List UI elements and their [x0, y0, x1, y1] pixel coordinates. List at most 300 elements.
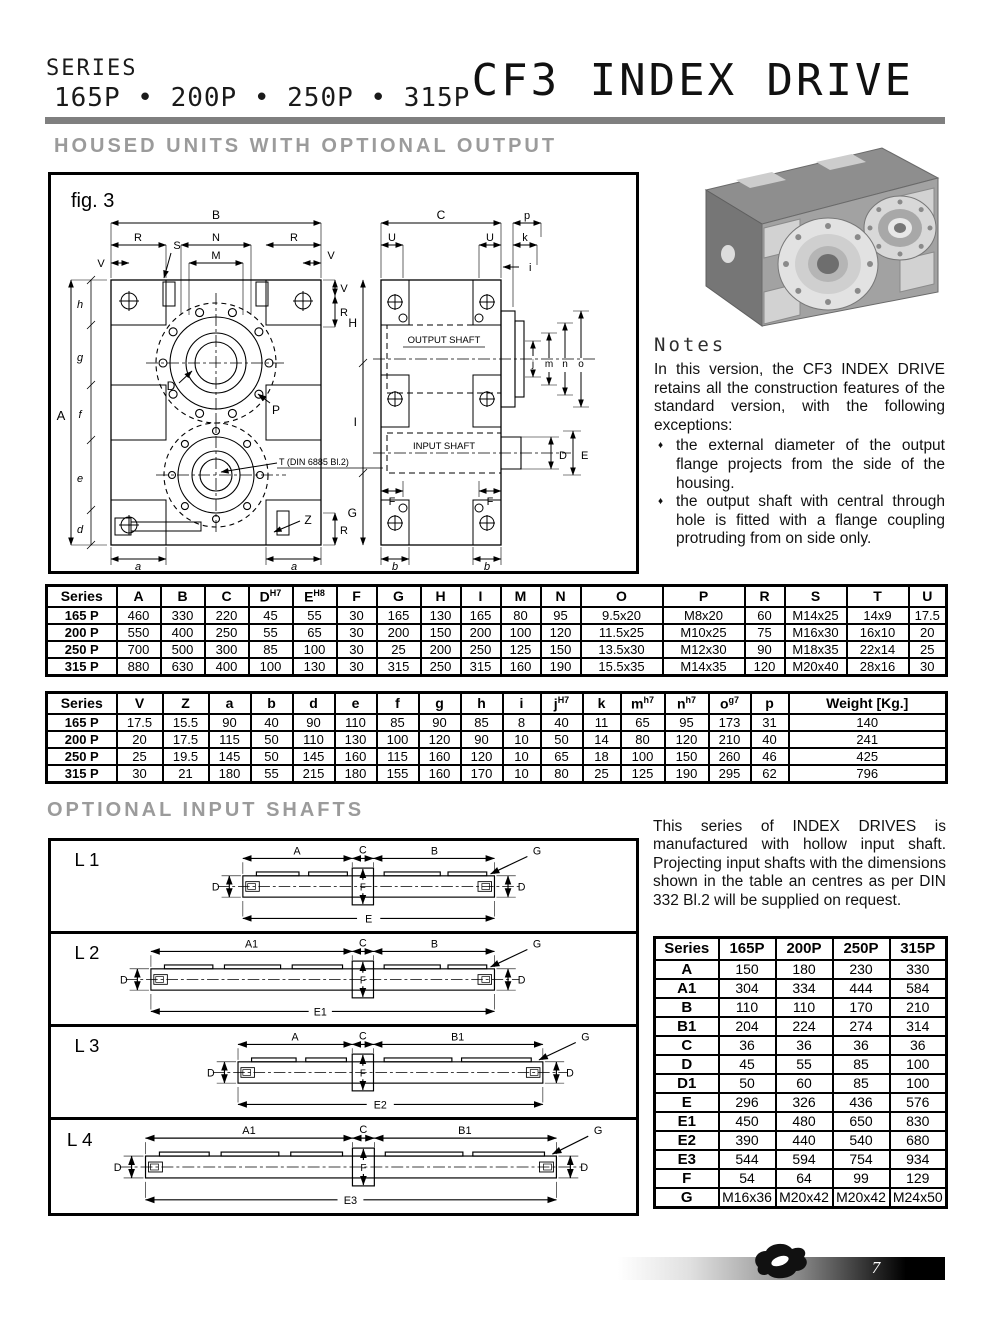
dim-label: H	[348, 316, 357, 330]
cell: 540	[833, 1131, 890, 1150]
cell: 64	[776, 1169, 833, 1188]
cell: 210	[890, 998, 947, 1017]
cell: 160	[419, 748, 461, 765]
dim-label: F	[360, 1162, 367, 1174]
cell: 80	[541, 765, 583, 783]
cell: M20x40	[785, 658, 847, 676]
row-header: A1	[655, 979, 719, 998]
cell: 145	[209, 748, 251, 765]
column-header: $E^{H8}$	[293, 586, 337, 607]
cell: 204	[719, 1017, 776, 1036]
column-header: Series	[47, 693, 117, 714]
dim-label: R	[290, 232, 298, 244]
dim-label: e	[76, 473, 84, 485]
cell: 85	[833, 1074, 890, 1093]
column-header: e	[335, 693, 377, 714]
cell: 330	[161, 607, 205, 624]
cell: 200	[461, 624, 501, 641]
cell: 36	[776, 1036, 833, 1055]
dim-label: T (DIN 6885 Bl.2)	[279, 457, 349, 467]
dim-label: A	[56, 408, 66, 423]
cell: 90	[461, 731, 503, 748]
dim-label: i	[529, 262, 532, 274]
cell: 120	[541, 624, 581, 641]
table-row	[655, 1093, 947, 1112]
cell: 17.5	[163, 731, 209, 748]
dim-label: o	[578, 359, 584, 370]
side-labels	[348, 208, 589, 571]
cell: 165	[461, 607, 501, 624]
dim-label: E	[581, 450, 589, 462]
cell: 11	[583, 714, 621, 731]
cell: 25	[583, 765, 621, 783]
cell: 436	[833, 1093, 890, 1112]
cell: 330	[890, 960, 947, 979]
dim-label: b	[391, 561, 399, 571]
cell: 95	[665, 714, 709, 731]
dim-label: S	[173, 240, 181, 252]
cell: M20x42	[833, 1188, 890, 1208]
dim-label: f	[78, 409, 82, 421]
cell: 115	[209, 731, 251, 748]
cell: 75	[745, 624, 785, 641]
cell: 650	[833, 1112, 890, 1131]
row-header: 315 P	[47, 765, 117, 783]
dim-label: C	[359, 1030, 367, 1043]
cell: 90	[745, 641, 785, 658]
cell: 100	[249, 658, 293, 676]
cell: 85	[249, 641, 293, 658]
cell: 8	[503, 714, 541, 731]
cell: 65	[293, 624, 337, 641]
row-header: E3	[655, 1150, 719, 1169]
cell: 754	[833, 1150, 890, 1169]
cell: 145	[293, 748, 335, 765]
cell: 140	[789, 714, 947, 731]
cell: 90	[209, 714, 251, 731]
cell: 9.5x20	[581, 607, 663, 624]
cell: 200	[377, 624, 421, 641]
table-row	[655, 979, 947, 998]
table-row	[655, 1169, 947, 1188]
output-shaft-label: OUTPUT SHAFT	[407, 335, 481, 346]
cell: 55	[776, 1055, 833, 1074]
notes-bullet: ♦ the external diameter of the output flange projects from the side of the housing.	[654, 437, 945, 493]
cell: M12x30	[663, 641, 745, 658]
cell: 224	[776, 1017, 833, 1036]
table-row	[655, 998, 947, 1017]
column-header: p	[751, 693, 789, 714]
dim-label: A1	[245, 938, 259, 951]
cell: 17.5	[117, 714, 163, 731]
cell: 25	[377, 641, 421, 658]
dim-label: D	[113, 1161, 122, 1174]
cell: 20	[117, 731, 163, 748]
input-shaft-drawings-box	[48, 838, 639, 1216]
table-row	[47, 607, 947, 624]
page-title: CF3 INDEX DRIVE	[471, 55, 914, 106]
column-header: h	[461, 693, 503, 714]
cell: 500	[161, 641, 205, 658]
cell: 55	[249, 624, 293, 641]
header-row	[47, 586, 947, 607]
cell: 25	[909, 641, 947, 658]
column-header: $n^{h7}$	[665, 693, 709, 714]
brand-logo	[750, 1241, 814, 1287]
cell: 460	[117, 607, 161, 624]
row-header: 200 P	[47, 731, 117, 748]
cell: 30	[117, 765, 163, 783]
cell: 150	[421, 624, 461, 641]
cell: 260	[709, 748, 751, 765]
column-header: C	[205, 586, 249, 607]
dim-label: C	[359, 937, 367, 950]
dim-label: b	[483, 561, 491, 571]
dim-label: I	[353, 415, 357, 429]
cell: 444	[833, 979, 890, 998]
table-row	[47, 731, 947, 748]
table-row	[655, 1150, 947, 1169]
table-row	[655, 1112, 947, 1131]
cell: 60	[745, 607, 785, 624]
cell: 440	[776, 1131, 833, 1150]
cell: 110	[335, 714, 377, 731]
dim-label: N	[212, 232, 220, 244]
dim-label: D	[119, 974, 128, 987]
cell: 130	[293, 658, 337, 676]
dim-label: B	[430, 845, 439, 858]
dim-label: a	[290, 561, 298, 571]
dim-label: F	[388, 496, 396, 508]
cell: 250	[461, 641, 501, 658]
variant-label: L 1	[74, 849, 100, 871]
column-header: V	[117, 693, 163, 714]
column-header: R	[745, 586, 785, 607]
cell: 62	[751, 765, 789, 783]
cell: 18	[583, 748, 621, 765]
cell: 54	[719, 1169, 776, 1188]
column-header: T	[847, 586, 909, 607]
cell: 85	[461, 714, 503, 731]
cell: 326	[776, 1093, 833, 1112]
dim-label: m	[544, 359, 554, 370]
row-header: E2	[655, 1131, 719, 1150]
cell: 315	[461, 658, 501, 676]
fig3-drawing-box	[48, 172, 639, 574]
dim-label: U	[388, 232, 396, 244]
cell: 65	[541, 748, 583, 765]
input-shaft-label: INPUT SHAFT	[412, 441, 476, 452]
table-row	[655, 1055, 947, 1074]
cell: 50	[251, 748, 293, 765]
dim-label: R	[340, 307, 348, 319]
cell: 830	[890, 1112, 947, 1131]
dim-label: h	[76, 299, 84, 311]
cell: 100	[890, 1055, 947, 1074]
notes-bullet: ♦ the output shaft with central through hole is fitted with a flange coupling protruding from on side only.	[654, 493, 945, 549]
cell: 120	[461, 748, 503, 765]
cell: 85	[833, 1055, 890, 1074]
table-row	[47, 641, 947, 658]
cell: 230	[833, 960, 890, 979]
row-header: G	[655, 1188, 719, 1208]
dim-label: A	[291, 1031, 299, 1044]
dim-label: B	[430, 938, 439, 951]
dim-label: R	[134, 232, 142, 244]
cell: 180	[776, 960, 833, 979]
cell: 314	[890, 1017, 947, 1036]
row-header: 165 P	[47, 714, 117, 731]
column-header: k	[583, 693, 621, 714]
table-row	[47, 748, 947, 765]
column-header: U	[909, 586, 947, 607]
cell: 390	[719, 1131, 776, 1150]
table-row	[655, 1036, 947, 1055]
dim-label: F	[486, 496, 494, 508]
notes-section	[654, 334, 945, 549]
row-header: 250 P	[47, 641, 117, 658]
cell: 160	[335, 748, 377, 765]
dim-label: Z	[304, 513, 312, 527]
table-row	[47, 765, 947, 783]
dim-label: D	[166, 379, 176, 393]
dim-label: n	[562, 359, 568, 370]
input-shafts-paragraph: This series of INDEX DRIVES is manufactured with hollow input shaft. Projecting input shafts with the dimensions shown in the table an centres as per DIN 332 Bl.2 will be supplied on request.	[653, 818, 946, 909]
cell: 20	[909, 624, 947, 641]
cell: 274	[833, 1017, 890, 1036]
dim-label: A1	[242, 1125, 256, 1138]
dim-label: D	[207, 1067, 215, 1080]
cell: 220	[205, 607, 249, 624]
dim-label: D	[559, 450, 567, 462]
cell: 425	[789, 748, 947, 765]
cell: 30	[337, 624, 377, 641]
table-row	[655, 1188, 947, 1208]
dim-label: D	[517, 881, 526, 894]
cell: 65	[621, 714, 665, 731]
cell: 10	[503, 731, 541, 748]
cell: M18x35	[785, 641, 847, 658]
dim-label: E2	[373, 1099, 387, 1112]
cell: M14x35	[663, 658, 745, 676]
cell: 36	[833, 1036, 890, 1055]
column-header: A	[117, 586, 161, 607]
cell: M16x36	[719, 1188, 776, 1208]
series-values: 165P • 200P • 250P • 315P	[54, 83, 471, 113]
cell: 155	[377, 765, 419, 783]
dim-label: C	[436, 208, 446, 222]
column-header: 200P	[776, 938, 833, 960]
side-dimensions	[359, 223, 589, 565]
variant-label: L 4	[66, 1130, 93, 1152]
dim-label: B	[211, 208, 221, 222]
cell: 250	[421, 658, 461, 676]
row-header: D1	[655, 1074, 719, 1093]
cell: 334	[776, 979, 833, 998]
cell: 30	[337, 607, 377, 624]
cell: 115	[377, 748, 419, 765]
table-row	[47, 714, 947, 731]
column-header: g	[419, 693, 461, 714]
column-header: G	[377, 586, 421, 607]
table-row	[655, 1131, 947, 1150]
fig3-drawing	[51, 175, 636, 571]
fig-label: fig. 3	[71, 190, 115, 212]
input-shafts-table	[653, 936, 948, 1209]
dimensions-table-2	[45, 691, 948, 784]
cell: 150	[665, 748, 709, 765]
section-heading-optional-input-shafts: OPTIONAL INPUT SHAFTS	[47, 799, 365, 821]
cell: 55	[293, 607, 337, 624]
row-header: C	[655, 1036, 719, 1055]
cell: 36	[890, 1036, 947, 1055]
dim-label: G	[532, 938, 542, 951]
cell: M14x25	[785, 607, 847, 624]
cell: 241	[789, 731, 947, 748]
dim-label: A	[293, 845, 301, 858]
cell: 170	[833, 998, 890, 1017]
dim-label: V	[97, 258, 105, 270]
cell: 50	[719, 1074, 776, 1093]
table-row	[655, 1017, 947, 1036]
cell: 120	[665, 731, 709, 748]
cell: 40	[751, 731, 789, 748]
dim-label: j	[531, 359, 535, 370]
cell: 40	[541, 714, 583, 731]
cell: 60	[776, 1074, 833, 1093]
cell: 594	[776, 1150, 833, 1169]
dim-label: D	[566, 1067, 574, 1080]
cell: 17.5	[909, 607, 947, 624]
cell: 480	[776, 1112, 833, 1131]
section-heading-housed-units: HOUSED UNITS WITH OPTIONAL OUTPUT	[54, 135, 558, 157]
cell: 300	[205, 641, 249, 658]
dim-label: E	[365, 913, 373, 926]
column-header: B	[161, 586, 205, 607]
cell: 190	[541, 658, 581, 676]
cell: 22x14	[847, 641, 909, 658]
cell: 315	[377, 658, 421, 676]
cell: 150	[719, 960, 776, 979]
cell: 796	[789, 765, 947, 783]
cell: 40	[251, 714, 293, 731]
cell: 55	[251, 765, 293, 783]
cell: 215	[293, 765, 335, 783]
cell: 295	[709, 765, 751, 783]
table-row	[47, 624, 947, 641]
cell: 170	[461, 765, 503, 783]
column-header: H	[421, 586, 461, 607]
cell: 130	[335, 731, 377, 748]
cell: 36	[719, 1036, 776, 1055]
cell: 630	[161, 658, 205, 676]
column-header: f	[377, 693, 419, 714]
cell: 110	[776, 998, 833, 1017]
shaft-drawing-l3	[51, 1027, 636, 1120]
cell: 80	[501, 607, 541, 624]
dim-label: F	[359, 1068, 366, 1080]
cell: 125	[621, 765, 665, 783]
dimensions-table-1	[45, 584, 948, 677]
variant-label: L 2	[74, 942, 100, 964]
column-header: F	[337, 586, 377, 607]
page-number: 7	[871, 1258, 881, 1277]
dim-label: V	[340, 283, 348, 295]
cell: 100	[377, 731, 419, 748]
row-header: F	[655, 1169, 719, 1188]
table-row	[655, 960, 947, 979]
column-header: $m^{h7}$	[621, 693, 665, 714]
shaft-drawing-l1	[51, 841, 636, 934]
column-header: O	[581, 586, 663, 607]
dim-label: a	[134, 561, 142, 571]
row-header: 315 P	[47, 658, 117, 676]
cell: 30	[337, 658, 377, 676]
cell: 80	[621, 731, 665, 748]
front-view	[111, 280, 321, 545]
cell: 880	[117, 658, 161, 676]
dim-label: D	[580, 1161, 589, 1174]
column-header: N	[541, 586, 581, 607]
column-header: d	[293, 693, 335, 714]
cell: M16x30	[785, 624, 847, 641]
cell: 544	[719, 1150, 776, 1169]
cell: 180	[335, 765, 377, 783]
cell: 129	[890, 1169, 947, 1188]
cell: 10	[503, 765, 541, 783]
cell: 165	[377, 607, 421, 624]
cell: 200	[421, 641, 461, 658]
dim-label: F	[359, 975, 366, 987]
cell: 45	[249, 607, 293, 624]
variant-label: L 3	[74, 1035, 100, 1057]
dim-label: E3	[343, 1194, 358, 1207]
dim-label: G	[581, 1031, 590, 1044]
dim-label: C	[359, 844, 367, 857]
cell: M24x50	[890, 1188, 947, 1208]
notes-intro: In this version, the CF3 INDEX DRIVE retains all the construction features of the standard version, with the following exceptions:	[654, 361, 945, 434]
shaft-drawing-l2	[51, 934, 636, 1027]
header-row	[655, 938, 947, 960]
table-row	[655, 1074, 947, 1093]
column-header: Z	[163, 693, 209, 714]
column-header: $o^{g7}$	[709, 693, 751, 714]
dim-label: p	[523, 210, 531, 222]
column-header: 165P	[719, 938, 776, 960]
cell: 99	[833, 1169, 890, 1188]
cell: 130	[421, 607, 461, 624]
row-header: E1	[655, 1112, 719, 1131]
row-header: 165 P	[47, 607, 117, 624]
shaft-drawing-l4	[51, 1120, 636, 1213]
cell: 296	[719, 1093, 776, 1112]
dim-label: R	[340, 525, 348, 537]
cell: 30	[909, 658, 947, 676]
row-header: 200 P	[47, 624, 117, 641]
cell: 150	[541, 641, 581, 658]
cell: 450	[719, 1112, 776, 1131]
cell: 100	[293, 641, 337, 658]
cell: 16x10	[847, 624, 909, 641]
cell: M20x42	[776, 1188, 833, 1208]
column-header: 315P	[890, 938, 947, 960]
cell: 25	[117, 748, 163, 765]
cell: 120	[419, 731, 461, 748]
cell: 584	[890, 979, 947, 998]
cell: 700	[117, 641, 161, 658]
dim-label: G	[593, 1125, 603, 1138]
dim-label: D	[211, 881, 220, 894]
